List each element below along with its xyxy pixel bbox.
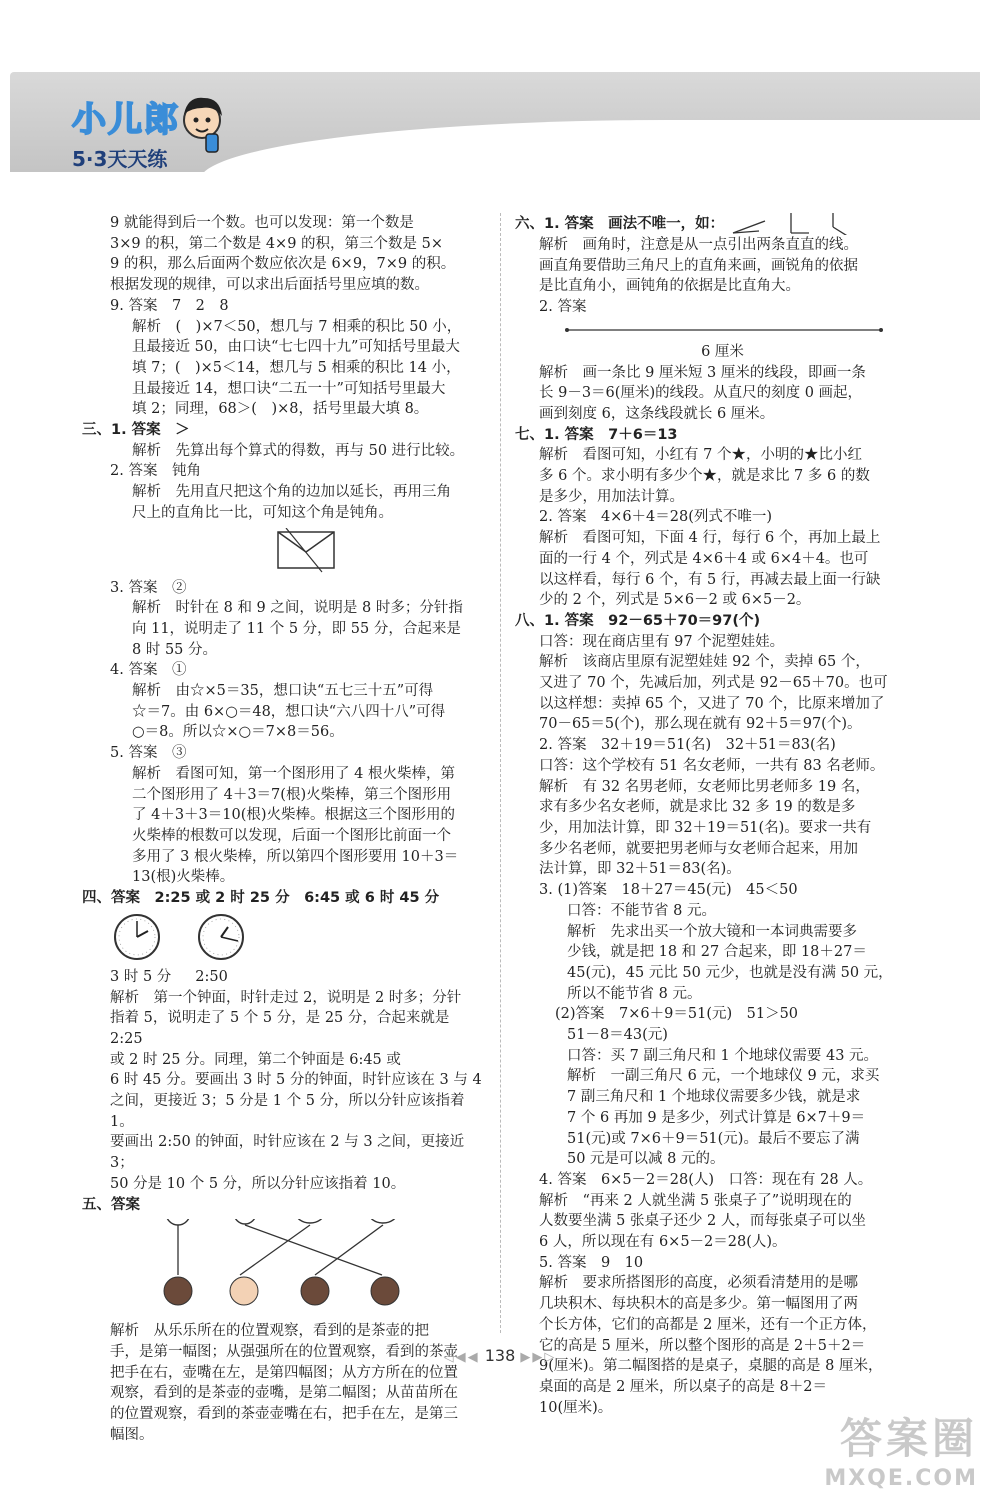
clock-caption (110, 967, 485, 988)
text-line: 8 时 55 分。 (132, 641, 218, 658)
text-line: 面的一行 4 个，列式是 4×6＋4 或 6×4＋4。也可 (539, 550, 869, 567)
text-line: 且最接近 50，由口诀“七七四十九”可知括号里最大 (132, 339, 460, 356)
prev-arrows-icon: ◁◀◀ (443, 1350, 480, 1365)
mascot-icon (176, 90, 228, 156)
text-line: 个长方体，它们的高都是 2 厘米，还有一个正方体， (539, 1316, 877, 1333)
text-line: 解析 看图可知，第一个图形用了 4 根火柴棒，第 (132, 765, 455, 782)
text-line: 尺上的直角比一比，可知这个角是钝角。 (132, 504, 393, 521)
text-line: 或 2 时 25 分。同理，第二个钟面是 6:45 或 (110, 1051, 401, 1068)
text-line: 二个图形用了 4＋3＝7(根)火柴棒，第三个图形用 (132, 786, 452, 803)
section-heading: 四、答案 2:25 或 2 时 25 分 6:45 或 6 时 45 分 (82, 890, 440, 907)
text-line: 9 的积，那么后面两个数应依次是 6×9，7×9 的积。 (110, 256, 456, 273)
teapot-matching-figure (110, 1219, 490, 1317)
text-line: 又进了 70 个，先减后加，列式是 92－65＋70。也可 (539, 675, 888, 692)
text-line: 填 7；( )×5＜14，想几与 5 相乘的积比 14 小， (132, 359, 461, 376)
text-line: 10(厘米)。 (539, 1399, 613, 1416)
text-line: 要画出 2:50 的钟面，时针应该在 2 与 3 之间，更接近 3； (110, 1134, 465, 1172)
text-line: 它的高是 5 厘米，所以整个图形的高是 2＋5＋2＝ (539, 1337, 866, 1354)
segment-label: 6 厘米 (701, 343, 744, 360)
text-line: 7 个 6 再加 9 是多少，列式计算是 6×7＋9＝ (567, 1109, 866, 1126)
text-line: 解析 ( )×7＜50，想几与 7 相乘的积比 50 小， (132, 318, 462, 335)
text-line: 画到刻度 6，这条线段就长 6 厘米。 (539, 405, 775, 422)
teapot-icon (166, 1219, 190, 1225)
text-line: 解析 看图可知，小红有 7 个★，小明的★比小红 (539, 447, 862, 464)
text-line: 所以不能节省 8 元。 (567, 985, 702, 1002)
text-line: 45(元)，45 元比 50 元少，也就是没有满 50 元， (567, 964, 893, 981)
text-line: 解析 先用直尺把这个角的边加以延长，再用三角 (132, 484, 451, 501)
text-line: 多用了 3 根火柴棒，所以第四个图形要用 10＋3＝ (132, 848, 459, 865)
text-line: 解析 时针在 8 和 9 之间，说明是 8 时多；分针指 (132, 600, 463, 617)
text-line: 9(厘米)。第二幅图搭的是桌子，桌腿的高是 8 厘米， (539, 1358, 883, 1375)
text-line: 解析 “再来 2 人就坐满 5 张桌子了”说明现在的 (539, 1192, 852, 1209)
text-line: 51－8＝43(元) (567, 1027, 668, 1044)
answer-line: 5. 答案 9 10 (539, 1254, 644, 1271)
text-line: 火柴棒的根数可以发现，后面一个图形比前面一个 (132, 827, 451, 844)
text-line: 少钱，就是把 18 和 27 合起来，即 18＋27＝ (567, 944, 867, 961)
text-line: 之间，更接近 3；5 分是 1 个 5 分，所以分针应该指着 1。 (110, 1093, 465, 1130)
teapot-icon (369, 1219, 397, 1223)
text-line: 口答：这个学校有 51 名女老师，一共有 83 名老师。 (539, 757, 885, 774)
child-avatar-icon (230, 1277, 258, 1305)
text-line: 解析 从乐乐所在的位置观察，看到的是茶壶的把 (110, 1323, 429, 1340)
text-line: 求有多少名女老师，就是求比 32 多 19 的数是多 (539, 799, 856, 816)
line-segment-figure (515, 322, 895, 338)
angles-figure (729, 213, 879, 235)
child-avatar-icon (371, 1277, 399, 1305)
brand-logo (72, 92, 180, 172)
answer-line: 2. 答案 (539, 299, 587, 316)
section-heading: 五、答案 (82, 1196, 140, 1213)
answer-line (515, 213, 930, 235)
answer-line: (2)答案 7×6＋9＝51(元) 51＞50 (555, 1006, 799, 1023)
text-line: 口答：现在商店里有 97 个泥塑娃娃。 (539, 633, 785, 650)
answer-line: 4. 答案 ① (110, 662, 187, 679)
text-line: 观察，看到的是茶壶的壶嘴，是第二幅图；从苗苗所在 (110, 1385, 458, 1402)
clock-icon (115, 915, 159, 959)
text-line: 50 元是可以减 8 元的。 (567, 1151, 725, 1168)
text-line: 以这样看，每行 6 个，有 5 行，再减去最上面一行缺 (539, 571, 881, 588)
text-line: 口答：不能节省 8 元。 (567, 902, 716, 919)
text-line: 口答：买 7 副三角尺和 1 个地球仪需要 43 元。 (567, 1047, 879, 1064)
answer-line: 4. 答案 6×5－2＝28(人) 口答：现在有 28 人。 (539, 1171, 873, 1188)
text-line: 9 就能得到后一个数。也可以发现：第一个数是 (110, 215, 414, 231)
text-line: 多少名老师，就要把男老师与女老师合起来，用加 (539, 840, 858, 857)
clock-caption-1: 3 时 5 分 (110, 968, 172, 985)
angle-envelope-figure (110, 528, 470, 574)
text-line: 6 时 45 分。要画出 3 时 5 分的钟面，时针应该在 3 与 4 (110, 1072, 482, 1089)
text-line: 解析 一副三角尺 6 元，一个地球仪 9 元，求买 (567, 1068, 880, 1085)
text-line: 了 4＋3＋3＝10(根)火柴棒。根据这三个图形用的 (132, 807, 456, 824)
text-line: 解析 由☆×5＝35，想口诀“五七三十五”可得 (132, 683, 434, 700)
logo-subtitle: 5·3天天练 (72, 147, 168, 171)
right-column (515, 213, 930, 1418)
text-line: 填 2；同理，68＞( )×8，括号里最大填 8。 (132, 401, 429, 418)
text-line: 把手在右，壶嘴在左，是第四幅图；从方方所在的位置 (110, 1364, 458, 1381)
text-line: 手，是第一幅图；从强强所在的位置观察，看到的茶壶 (110, 1343, 458, 1360)
text-line: 解析 有 32 名男老师，女老师比男老师多 19 名， (539, 778, 870, 795)
text-line: 3×9 的积，第二个数是 4×9 的积，第三个数是 5× (110, 235, 444, 252)
text-line: 少，用加法计算，即 32＋19＝51(名)。要求一共有 (539, 819, 872, 836)
section-heading: 三、1. 答案 ＞ (82, 422, 190, 439)
answer-line: 2. 答案 钝角 (110, 463, 201, 480)
text-line: 向 11，说明走了 11 个 5 分，即 55 分，合起来是 (132, 620, 461, 637)
child-avatar-icon (301, 1277, 329, 1305)
text-line: 人数要坐满 5 张桌子还少 2 人，而每张桌子可以坐 (539, 1213, 866, 1230)
answer-line: 3. (1)答案 18＋27＝45(元) 45＜50 (539, 882, 798, 899)
text-line: 桌面的高是 2 厘米，所以桌子的高是 8＋2＝ (539, 1378, 828, 1395)
text-line: 少的 2 个，列式是 5×6－2 或 6×5－2。 (539, 592, 811, 609)
section-heading: 七、1. 答案 7＋6＝13 (515, 426, 678, 443)
answer-line: 2. 答案 4×6＋4＝28(列式不唯一) (539, 509, 773, 526)
text-line: ☆＝7。由 6×○＝48，想口诀“六八四十八”可得 (132, 703, 446, 720)
next-arrows-icon: ▶▶▷ (520, 1350, 557, 1365)
watermark-url: MXQE.COM (824, 1466, 978, 1491)
answer-line: 3. 答案 ② (110, 579, 187, 596)
text-line: 以这样想：卖掉 65 个，又进了 70 个，比原来增加了 (539, 695, 885, 712)
text-line: 几块积木、每块积木的高是多少。第一幅图用了两 (539, 1296, 858, 1313)
page-number: 138 (484, 1346, 516, 1365)
text-line: 解析 画角时，注意是从一点引出两条直直的线。 (539, 237, 858, 253)
text-line: 多 6 个。求小明有多少个★，就是求比 7 多 6 的数 (539, 468, 870, 485)
watermark-title: 答案圈 (839, 1414, 978, 1463)
text-line: 的位置观察，看到的茶壶壶嘴在右，把手在左，是第三 (110, 1406, 458, 1423)
text-line: 画直角要借助三角尺上的直角来画，画锐角的依据 (539, 257, 858, 274)
teapot-icon (234, 1219, 256, 1224)
text-line: 幅图。 (110, 1426, 154, 1443)
section-heading: 六、1. 答案 画法不唯一，如： (515, 216, 725, 232)
text-line: 13(根)火柴棒。 (132, 869, 235, 886)
text-line: 是多少，用加法计算。 (539, 488, 684, 505)
text-line: 6 人，所以现在有 6×5－2＝28(人)。 (539, 1234, 787, 1251)
answer-line: 9. 答案 7 2 8 (110, 297, 229, 314)
section-heading: 八、1. 答案 92－65＋70＝97(个) (515, 612, 761, 629)
text-line: 根据发现的规律，可以求出后面括号里应填的数。 (110, 277, 429, 294)
text-line: 是比直角小，画钝角的依据是比直角大。 (539, 278, 800, 295)
left-column (82, 213, 485, 1445)
column-divider (500, 213, 501, 1333)
text-line: 解析 该商店里原有泥塑娃娃 92 个，卖掉 65 个， (539, 654, 870, 671)
text-line: 指着 5，说明走了 5 个 5 分，是 25 分，合起来就是 2:25 (110, 1010, 450, 1047)
text-line: 解析 先算出每个算式的得数，再与 50 进行比较。 (132, 442, 465, 459)
text-line: 解析 先求出买一个放大镜和一本词典需要多 (567, 923, 857, 940)
text-line: 且最接近 14，想口诀“二五一十”可知括号里最大 (132, 380, 446, 397)
logo-title: 小儿郎 (72, 100, 180, 140)
text-line: 解析 画一条比 9 厘米短 3 厘米的线段，即画一条 (539, 364, 866, 381)
text-line: 法计算，即 32＋51＝83(名)。 (539, 861, 741, 878)
clock-caption-2: 2:50 (195, 968, 228, 985)
site-watermark (824, 1406, 978, 1491)
clock-icon (199, 915, 243, 959)
clock-faces-figure (110, 913, 470, 963)
text-line: 长 9－3＝6(厘米)的线段。从直尺的刻度 0 画起， (539, 385, 863, 402)
page-footer (0, 1346, 1000, 1365)
text-line: 70－65＝5(个)，那么现在就有 92＋5＝97(个)。 (539, 716, 862, 733)
text-line: 51(元)或 7×6＋9＝51(元)。最后不要忘了满 (567, 1130, 860, 1147)
teapot-icon (296, 1219, 324, 1223)
text-line: 7 副三角尺和 1 个地球仪需要多少钱，就是求 (567, 1089, 861, 1106)
answer-line: 2. 答案 32＋19＝51(名) 32＋51＝83(名) (539, 737, 836, 754)
text-line: 50 分是 10 个 5 分，所以分针应该指着 10。 (110, 1175, 406, 1192)
text-line: 解析 第一个钟面，时针走过 2，说明是 2 时多；分针 (110, 989, 462, 1006)
text-line: ○＝8。所以☆×○＝7×8＝56。 (132, 724, 344, 741)
text-line: 解析 看图可知，下面 4 行，每行 6 个，再加上最上 (539, 530, 881, 547)
answer-line: 5. 答案 ③ (110, 745, 187, 762)
text-line: 解析 要求所搭图形的高度，必须看清楚用的是哪 (539, 1275, 858, 1292)
child-avatar-icon (164, 1277, 192, 1305)
